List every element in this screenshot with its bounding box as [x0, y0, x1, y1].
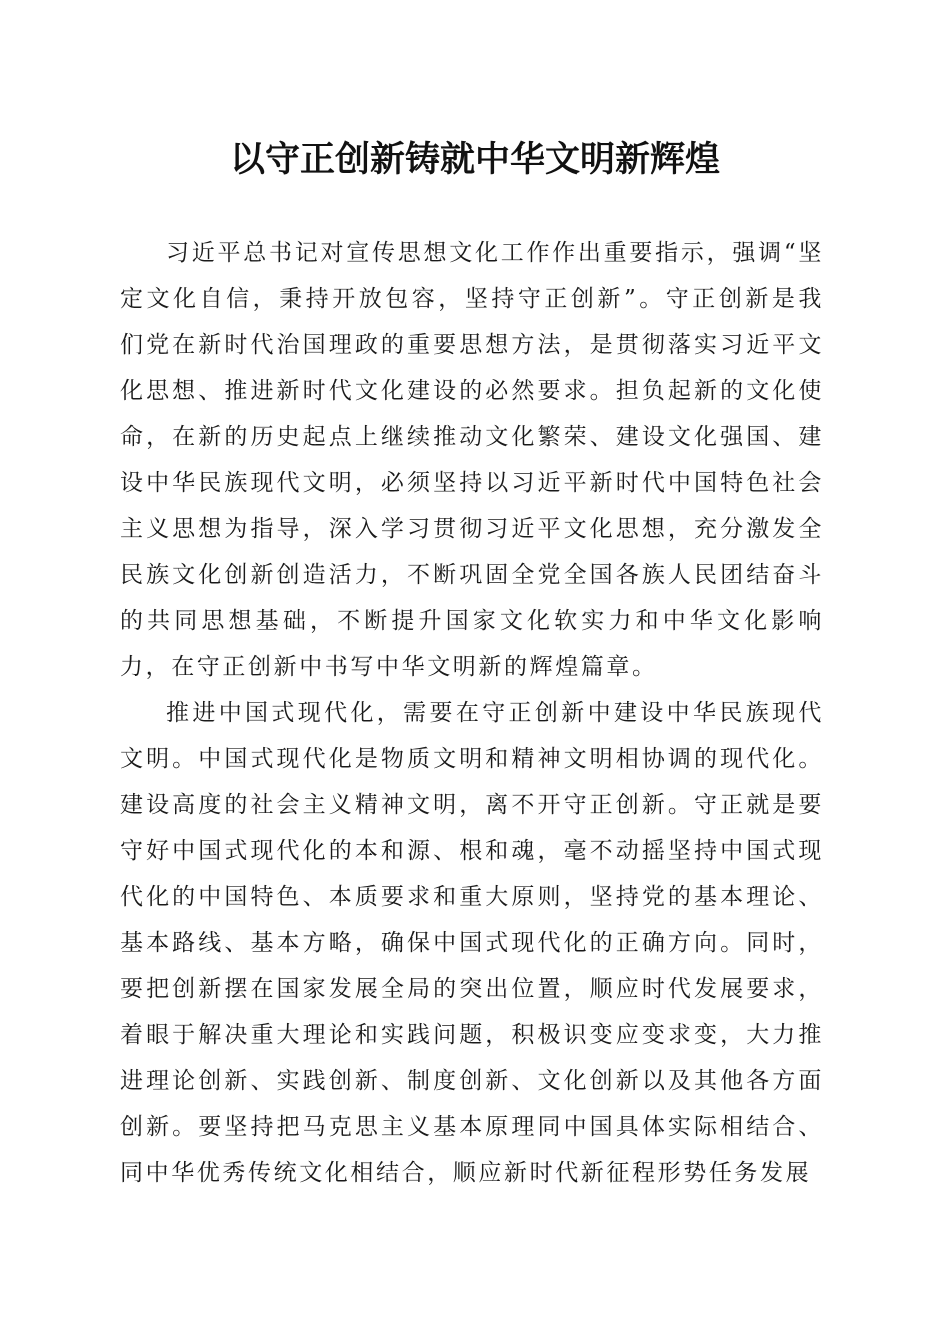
document-title: 以守正创新铸就中华文明新辉煌 [229, 139, 720, 180]
document-body [120, 230, 824, 1196]
paragraph-1: 习近平总书记对宣传思想文化工作作出重要指示，强调“坚定文化自信，秉持开放包容，坚持守正创新”。守正创新是我们党在新时代治国理政的重要思想方法，是贯彻落实习近平文化思想、推进新时代文化建设的必然要求。担负起新的文化使命，在新的历史起点上继续推动文化繁荣、建设文化强国、建设中华民族现代文明，必须坚持以习近平新时代中国特色社会主义思想为指导，深入学习贯彻习近平文化思想，充分激发全民族文化创新创造活力，不断巩固全党全国各族人民团结奋斗的共同思想基础，不断提升国家文化软实力和中华文化影响力，在守正创新中书写中华文明新的辉煌篇章。 [120, 240, 824, 680]
paragraph-2: 推进中国式现代化，需要在守正创新中建设中华民族现代文明。中国式现代化是物质文明和精神文明相协调的现代化。建设高度的社会主义精神文明，离不开守正创新。守正就是要守好中国式现代化的本和源、根和魂，毫不动摇坚持中国式现代化的中国特色、本质要求和重大原则，坚持党的基本理论、基本路线、基本方略，确保中国式现代化的正确方向。同时，要把创新摆在国家发展全局的突出位置，顺应时代发展要求，着眼于解决重大理论和实践问题，积极识变应变求变，大力推进理论创新、实践创新、制度创新、文化创新以及其他各方面创新。要坚持把马克思主义基本原理同中国具体实际相结合、同中华优秀传统文化相结合，顺应新时代新征程形势任务发展 [120, 700, 824, 1186]
